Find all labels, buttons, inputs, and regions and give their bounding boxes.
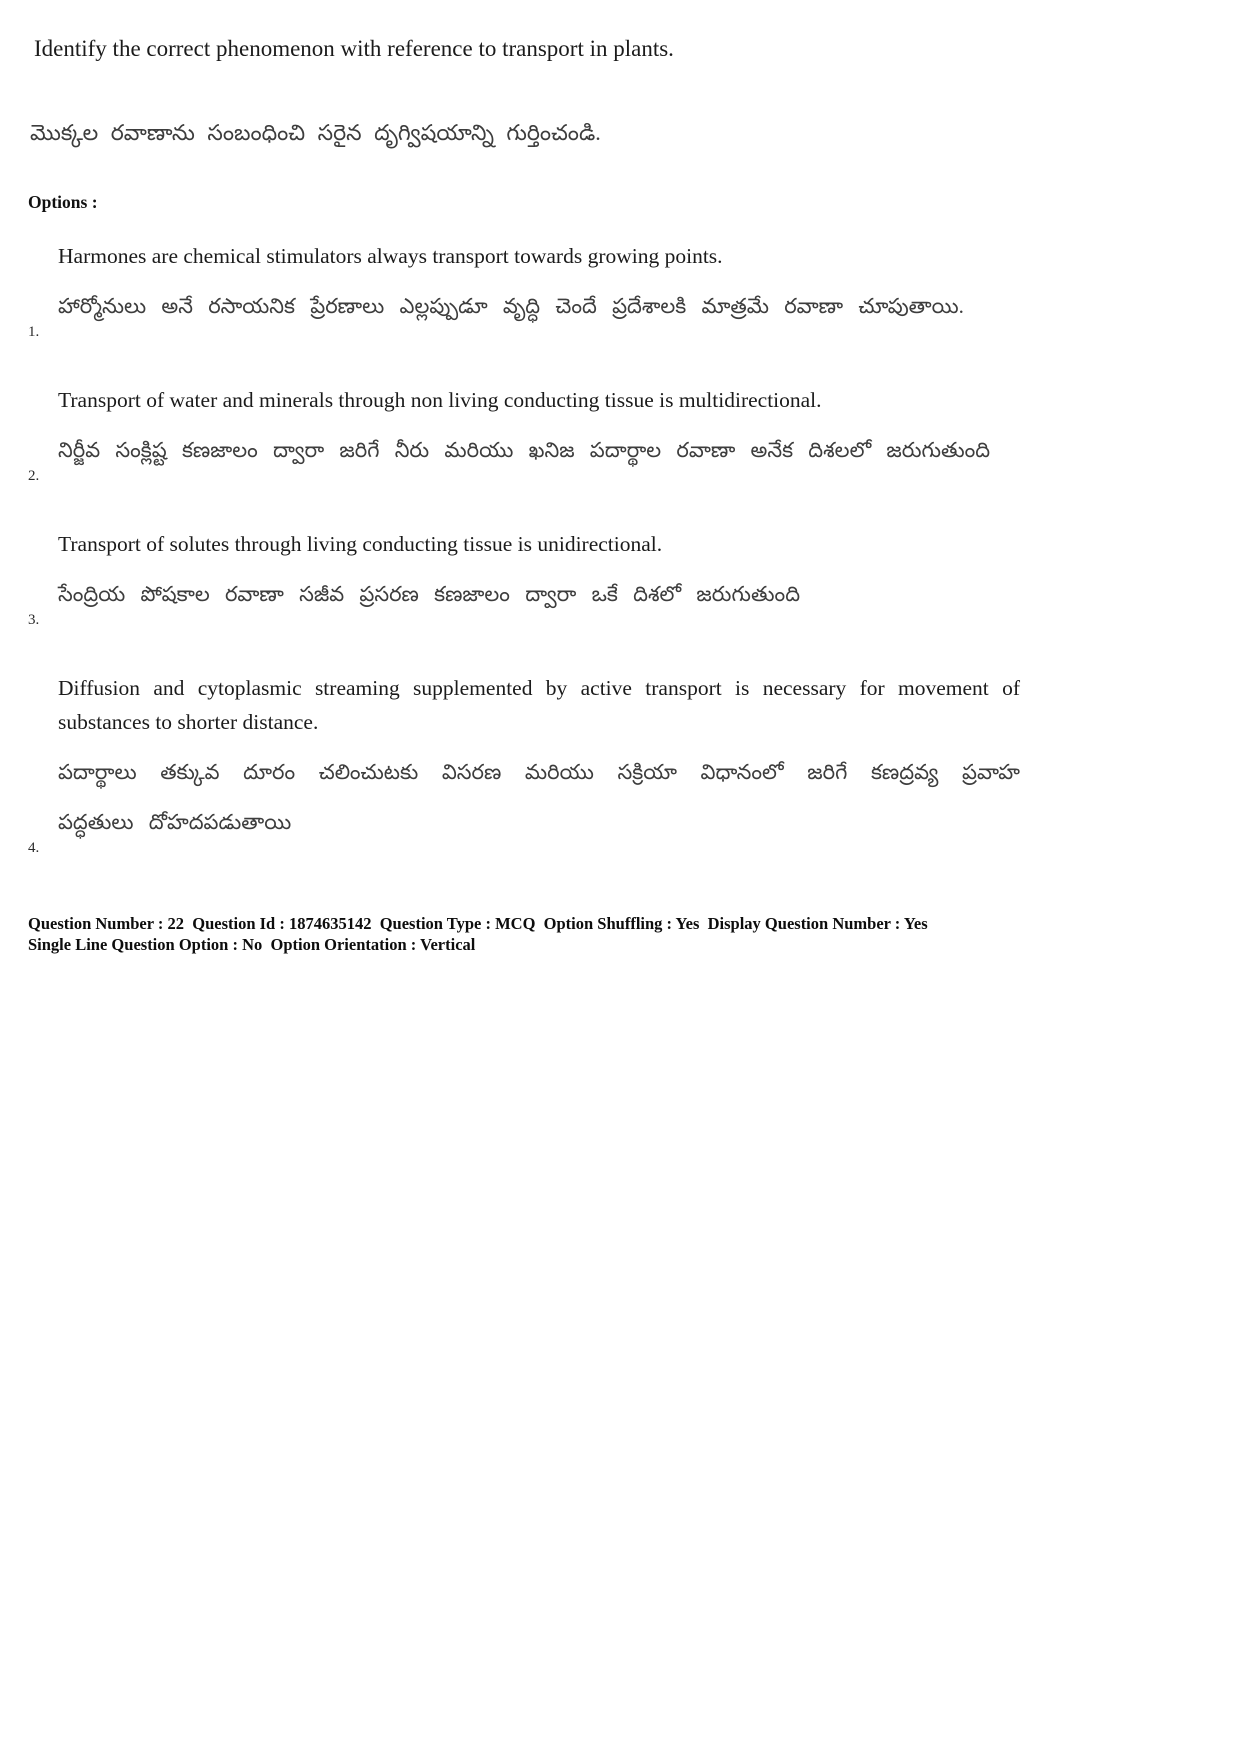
option-1-text-english: Harmones are chemical stimulators always transport towards growing points. bbox=[58, 244, 723, 268]
question-metadata-footer bbox=[28, 913, 1083, 955]
option-1 bbox=[28, 239, 1210, 340]
option-2 bbox=[28, 383, 1210, 484]
option-1-body bbox=[58, 239, 1020, 331]
option-3-text-telugu: సేంద్రియ పోషకాల రవాణా సజీవ ప్రసరణ కణజాలం ద్వారా ఒకే దిశలో జరుగుతుంది bbox=[58, 582, 801, 606]
option-3-number: 3. bbox=[28, 612, 40, 628]
option-4-text-telugu: పదార్థాలు తక్కువ దూరం చలించుటకు విసరణ మరియు సక్రియా విధానంలో జరిగే కణద్రవ్య ప్రవాహ పద్ధతులు దోహదపడుతాయి bbox=[58, 760, 1020, 834]
question-text-english: Identify the correct phenomenon with reference to transport in plants. bbox=[34, 36, 674, 61]
metadata-line-2: Single Line Question Option : No Option Orientation : Vertical bbox=[28, 935, 476, 954]
option-3-body bbox=[58, 527, 1020, 619]
option-1-number: 1. bbox=[28, 324, 40, 340]
options-label: Options : bbox=[28, 192, 98, 212]
option-4-body bbox=[58, 671, 1020, 847]
option-2-text-english: Transport of water and minerals through non living conducting tissue is multidirectional. bbox=[58, 388, 822, 412]
option-1-text-telugu: హార్మోనులు అనే రసాయనిక ప్రేరణాలు ఎల్లప్పుడూ వృద్ధి చెందే ప్రదేశాలకి మాత్రమే రవాణా చూపుతాయి. bbox=[58, 294, 964, 318]
option-3 bbox=[28, 527, 1210, 628]
option-4-text-english: Diffusion and cytoplasmic streaming supplemented by active transport is necessary for movement of substances to shorter distance. bbox=[58, 676, 1020, 734]
metadata-line-1: Question Number : 22 Question Id : 1874635142 Question Type : MCQ Option Shuffling : Yes Display Question Number : Yes bbox=[28, 914, 928, 933]
option-2-number: 2. bbox=[28, 468, 40, 484]
option-4 bbox=[28, 671, 1210, 856]
option-4-number: 4. bbox=[28, 840, 40, 856]
option-2-text-telugu: నిర్జీవ సంక్లిష్ట కణజాలం ద్వారా జరిగే నీరు మరియు ఖనిజ పదార్థాల రవాణా అనేక దిశలలో జరుగుతుంది bbox=[58, 438, 991, 462]
option-2-body bbox=[58, 383, 1020, 475]
question-text-telugu: మొక్కల రవాణాను సంబంధించి సరైన దృగ్విషయాన్ని గుర్తించండి. bbox=[30, 120, 601, 145]
option-3-text-english: Transport of solutes through living conducting tissue is unidirectional. bbox=[58, 532, 663, 556]
